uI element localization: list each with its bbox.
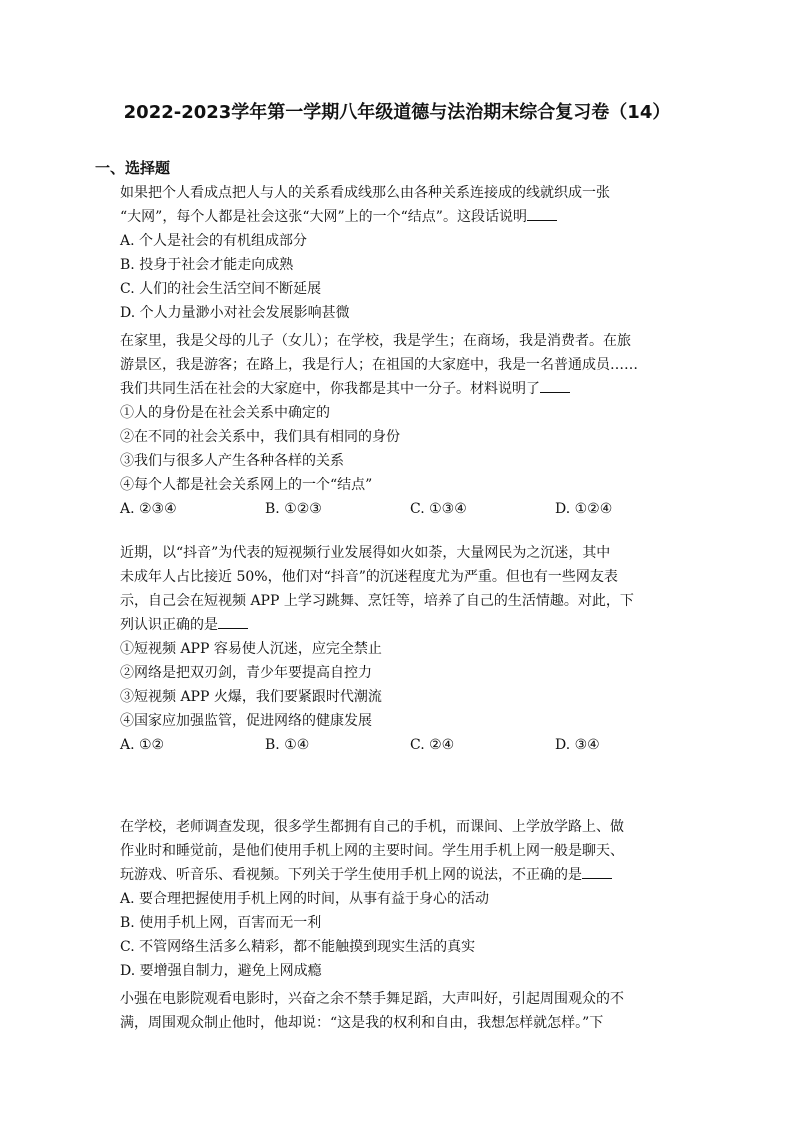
option-d: D. ③④	[555, 737, 600, 753]
question-stem-line: 如果把个人看成点把人与人的关系看成线那么由各种关系连接成的线就织成一张	[120, 185, 610, 201]
question-stem-line: 游景区，我是游客；在路上，我是行人；在祖国的大家庭中，我是一名普通成员……	[120, 357, 638, 373]
option-b: B. 投身于社会才能走向成熟	[120, 257, 294, 273]
options-row	[120, 733, 700, 757]
statement-3: ③我们与很多人产生各种各样的关系	[120, 453, 344, 469]
option-a: A. ①②	[120, 737, 165, 753]
question-stem-line: 近期，以“抖音”为代表的短视频行业发展得如火如荼，大量网民为之沉迷，其中	[120, 545, 611, 561]
statement-4: ④每个人都是社会关系网上的一个“结点”	[120, 477, 373, 493]
answer-blank	[218, 614, 248, 629]
option-c: C. ①③④	[410, 501, 467, 517]
answer-blank	[540, 378, 570, 393]
question-stem-line: 在学校，老师调查发现，很多学生都拥有自己的手机，而课间、上学放学路上、做	[120, 819, 624, 835]
option-c: C. 不管网络生活多么精彩，都不能触摸到现实生活的真实	[120, 939, 476, 955]
question-stem-line: 在家里，我是父母的儿子（女儿）；在学校，我是学生；在商场，我是消费者。在旅	[120, 333, 631, 349]
option-d: D. 个人力量渺小对社会发展影响甚微	[120, 305, 350, 321]
option-b: B. ①②③	[265, 501, 322, 517]
question-stem-line: 小强在电影院观看电影时，兴奋之余不禁手舞足蹈，大声叫好，引起周围观众的不	[120, 991, 624, 1007]
statement-3: ③短视频 APP 火爆，我们要紧跟时代潮流	[120, 689, 382, 705]
statement-2: ②网络是把双刃剑，青少年要提高自控力	[120, 665, 372, 681]
question-stem-line: 满，周围观众制止他时，他却说：“这是我的权利和自由，我想怎样就怎样。”下	[120, 1015, 604, 1031]
option-b: B. 使用手机上网，百害而无一利	[120, 915, 322, 931]
statement-1: ①人的身份是在社会关系中确定的	[120, 405, 330, 421]
question-stem-line: “大网”，每个人都是社会这张“大网”上的一个“结点”。这段话说明	[120, 205, 700, 229]
question-stem-line: 列认识正确的是	[120, 613, 700, 637]
answer-blank	[582, 864, 612, 879]
statement-2: ②在不同的社会关系中，我们具有相同的身份	[120, 429, 400, 445]
question-stem-line: 作业时和睡觉前，是他们使用手机上网的主要时间。学生用手机上网一般是聊天、	[120, 843, 624, 859]
question-stem-line: 示，自己会在短视频 APP 上学习跳舞、烹饪等，培养了自己的生活情趣。对此，下	[120, 593, 634, 609]
question-5	[120, 987, 700, 1035]
option-a: A. 个人是社会的有机组成部分	[120, 233, 308, 249]
question-stem-line: 未成年人占比接近 50%，他们对“抖音”的沉迷程度尤为严重。但也有一些网友表	[120, 569, 618, 585]
question-4	[120, 815, 700, 983]
question-1	[120, 181, 700, 325]
options-row	[120, 497, 700, 521]
question-2	[120, 329, 700, 521]
option-a: A. ②③④	[120, 501, 177, 517]
option-a: A. 要合理把握使用手机上网的时间，从事有益于身心的活动	[120, 891, 490, 907]
answer-blank	[527, 206, 557, 221]
page-title: 2022-2023学年第一学期八年级道德与法治期末综合复习卷（14）	[123, 102, 671, 123]
question-stem-line: 我们共同生活在社会的大家庭中，你我都是其中一分子。材料说明了	[120, 377, 700, 401]
statement-4: ④国家应加强监管，促进网络的健康发展	[120, 713, 372, 729]
option-c: C. 人们的社会生活空间不断延展	[120, 281, 322, 297]
option-b: B. ①④	[265, 737, 310, 753]
section-heading: 一、选择题	[95, 159, 171, 177]
question-3	[120, 541, 700, 757]
question-stem-line: 玩游戏、听音乐、看视频。下列关于学生使用手机上网的说法，不正确的是	[120, 863, 700, 887]
option-d: D. 要增强自制力，避免上网成瘾	[120, 963, 322, 979]
statement-1: ①短视频 APP 容易使人沉迷，应完全禁止	[120, 641, 382, 657]
option-c: C. ②④	[410, 737, 455, 753]
option-d: D. ①②④	[555, 501, 613, 517]
